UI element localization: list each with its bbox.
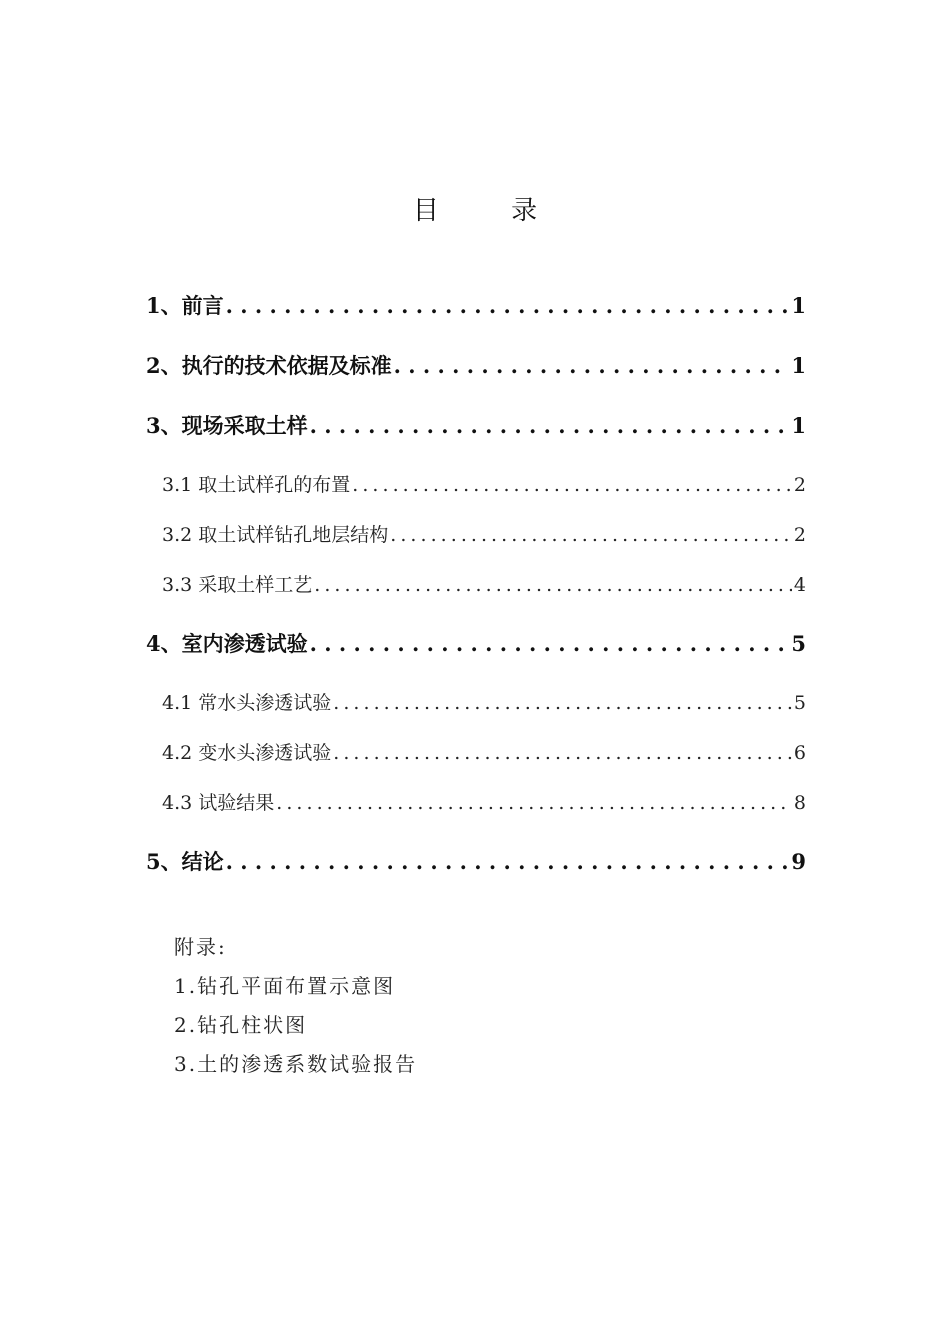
toc-entry-label: 4.2 变水头渗透试验 xyxy=(162,742,332,764)
toc-entry-label: 4.3 试验结果 xyxy=(162,792,275,814)
toc-entry-label: 2、执行的技术依据及标准 xyxy=(146,353,392,378)
appendix-item: 3.土的渗透系数试验报告 xyxy=(174,1052,418,1076)
toc-entry-4-3[interactable] xyxy=(162,788,806,815)
appendix-item: 1.钻孔平面布置示意图 xyxy=(174,974,396,998)
toc-dot-leader xyxy=(310,631,790,656)
appendix xyxy=(174,928,417,1084)
appendix-heading: 附录: xyxy=(174,935,227,959)
toc-entry-3[interactable] xyxy=(146,410,806,440)
toc-page-number: 9 xyxy=(791,849,806,874)
toc-entry-label: 4、室内渗透试验 xyxy=(146,631,308,656)
toc-page-number: 5 xyxy=(793,692,806,714)
toc-page-number: 2 xyxy=(793,474,806,496)
toc-dot-leader xyxy=(333,692,792,714)
toc-entry-3-3[interactable] xyxy=(162,570,806,597)
toc-dot-leader xyxy=(276,792,792,814)
toc-dot-leader xyxy=(226,849,790,874)
toc-entry-4-2[interactable] xyxy=(162,738,806,765)
toc-dot-leader xyxy=(394,353,790,378)
toc-entry-label: 3.3 采取土样工艺 xyxy=(162,574,313,596)
toc-entry-label: 3.2 取土试样钻孔地层结构 xyxy=(162,524,389,546)
toc-dot-leader xyxy=(314,574,792,596)
toc-entry-1[interactable] xyxy=(146,290,806,320)
toc-dot-leader xyxy=(352,474,792,496)
toc-page-number: 1 xyxy=(791,353,806,378)
toc-page-number: 1 xyxy=(791,413,806,438)
toc-entry-4[interactable] xyxy=(146,628,806,658)
toc-entry-4-1[interactable] xyxy=(162,688,806,715)
toc-page-number: 5 xyxy=(791,631,806,656)
toc-dot-leader xyxy=(390,524,792,546)
toc-dot-leader xyxy=(310,413,790,438)
toc-entry-2[interactable] xyxy=(146,350,806,380)
toc-entry-3-1[interactable] xyxy=(162,470,806,497)
toc-entry-label: 3、现场采取土样 xyxy=(146,413,308,438)
appendix-item: 2.钻孔柱状图 xyxy=(174,1013,308,1037)
toc-entry-label: 4.1 常水头渗透试验 xyxy=(162,692,332,714)
toc-entry-label: 5、结论 xyxy=(146,849,224,874)
toc-page-number: 6 xyxy=(793,742,806,764)
toc-entry-label: 3.1 取土试样孔的布置 xyxy=(162,474,351,496)
toc-page-number: 2 xyxy=(793,524,806,546)
toc-entry-label: 1、前言 xyxy=(146,293,224,318)
toc-entry-5[interactable] xyxy=(146,846,806,876)
page-title: 目 录 xyxy=(412,196,570,226)
toc-entry-3-2[interactable] xyxy=(162,520,806,547)
toc-page-number: 1 xyxy=(791,293,806,318)
toc-page-number: 8 xyxy=(793,792,806,814)
toc-page-number: 4 xyxy=(793,574,806,596)
toc-dot-leader xyxy=(226,293,790,318)
toc-dot-leader xyxy=(333,742,792,764)
